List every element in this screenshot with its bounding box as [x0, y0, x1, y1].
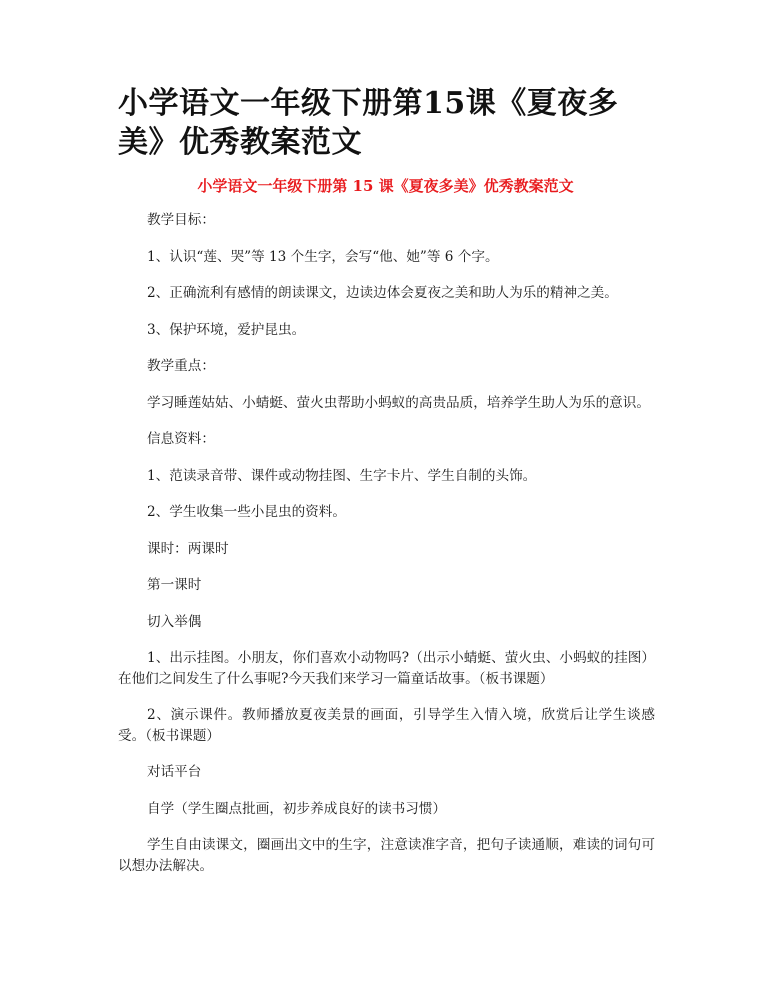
- paragraph-class-hours: 课时：两课时: [147, 540, 229, 557]
- paragraph-resource-1: 1、范读录音带、课件或动物挂图、生字卡片、学生自制的头饰。: [147, 467, 537, 484]
- paragraph-objective-3: 3、保护环境，爱护昆虫。: [147, 321, 306, 338]
- paragraph-keypoints-heading: 教学重点：: [147, 358, 215, 374]
- document-body: [118, 210, 655, 892]
- paragraph-dialogue-heading: 对话平台: [147, 764, 202, 780]
- paragraph-self-study-detail: 学生自由读课文，圈画出文中的生字，注意读准字音，把句子读通顺，难读的词句可以想办法解决。: [118, 837, 655, 874]
- paragraph-first-lesson: 第一课时: [147, 577, 202, 593]
- paragraph-keypoints: 学习睡莲姑姑、小蜻蜓、萤火虫帮助小蚂蚁的高贵品质，培养学生助人为乐的意识。: [147, 394, 650, 411]
- document-title: 小学语文一年级下册第15课《夏夜多美》优秀教案范文: [118, 86, 619, 160]
- paragraph-introduction-2: 2、演示课件。教师播放夏夜美景的画面，引导学生入情入境，欣赏后让学生谈感受。（板书课题）: [118, 707, 655, 744]
- paragraph-resource-2: 2、学生收集一些小昆虫的资料。: [147, 504, 346, 520]
- paragraph-self-study: 自学（学生圈点批画，初步养成良好的读书习惯）: [147, 800, 447, 817]
- paragraph-introduction-1: 1、出示挂图。小朋友，你们喜欢小动物吗?（出示小蜻蜓、萤火虫、小蚂蚁的挂图）在他们之间发生了什么事呢?今天我们来学习一篇童话故事。（板书课题）: [118, 650, 655, 687]
- paragraph-introduction-heading: 切入举偶: [147, 613, 202, 630]
- paragraph-objective-1: 1、认识“莲、哭”等 13 个生字，会写“他、她”等 6 个字。: [147, 248, 499, 265]
- paragraph-resources-heading: 信息资料：: [147, 431, 215, 447]
- document-subtitle: 小学语文一年级下册第 15 课《夏夜多美》优秀教案范文: [197, 177, 574, 195]
- paragraph-objective-2: 2、正确流利有感情的朗读课文，边读边体会夏夜之美和助人为乐的精神之美。: [147, 285, 618, 301]
- paragraph-objectives-heading: 教学目标：: [147, 212, 215, 228]
